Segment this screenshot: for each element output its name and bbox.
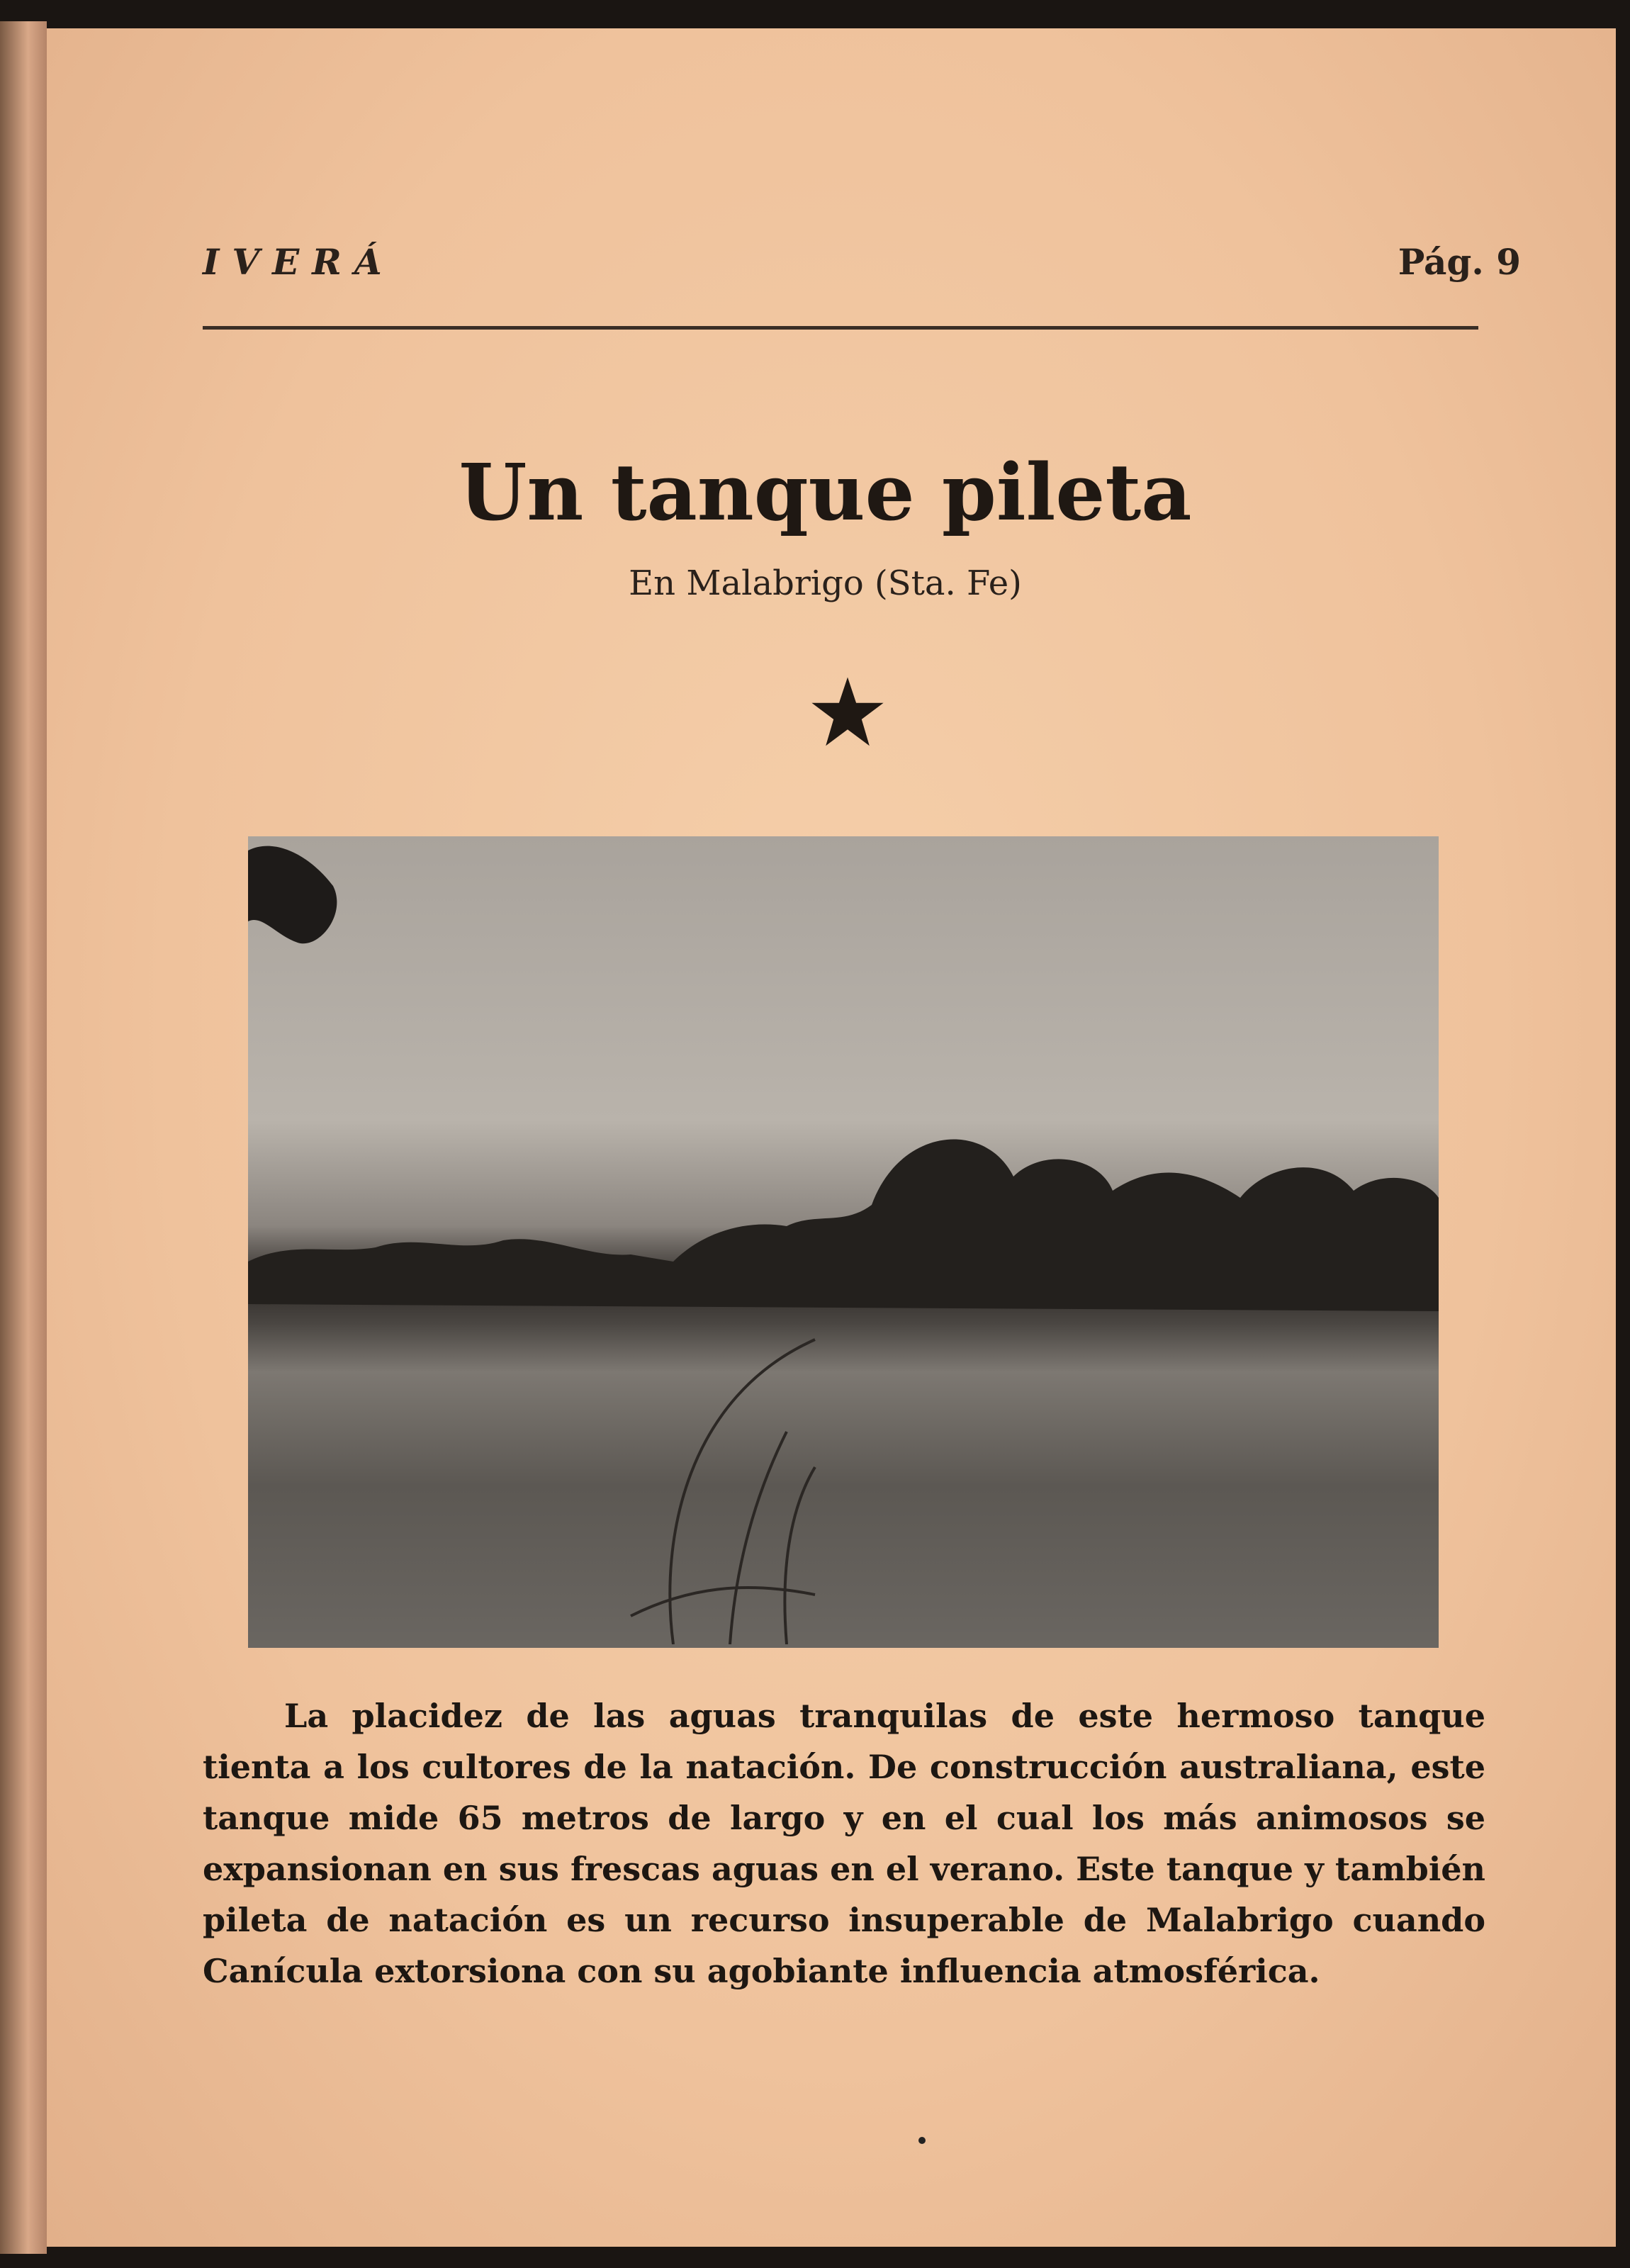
running-header bbox=[203, 241, 1521, 305]
header-rule bbox=[203, 326, 1478, 330]
reeds bbox=[602, 1290, 957, 1644]
publication-name: IVERÁ bbox=[203, 241, 395, 283]
article-subtitle: En Malabrigo (Sta. Fe) bbox=[629, 563, 1022, 603]
page-number: Pág. 9 bbox=[1398, 241, 1521, 283]
article-title: Un tanque pileta bbox=[459, 447, 1192, 538]
decorative-dot bbox=[918, 2137, 926, 2144]
article-body: La placidez de las aguas tranquilas de este hermoso tanque tienta a los cultores de la natación. De construcción australiana, este tanque mide 65 metros de largo y en el cual los más animosos se expansionan en sus frescas aguas en el verano. Este tanque y también pileta de natación es un recurso insuperable de Malabrigo cuando Canícula extorsiona con su agobiante influencia atmosférica. bbox=[203, 1697, 1485, 1990]
foliage-corner bbox=[248, 836, 354, 964]
book-binding bbox=[0, 21, 47, 2254]
article-photo bbox=[248, 836, 1439, 1648]
magazine-page bbox=[47, 28, 1616, 2247]
star-icon bbox=[809, 673, 887, 751]
